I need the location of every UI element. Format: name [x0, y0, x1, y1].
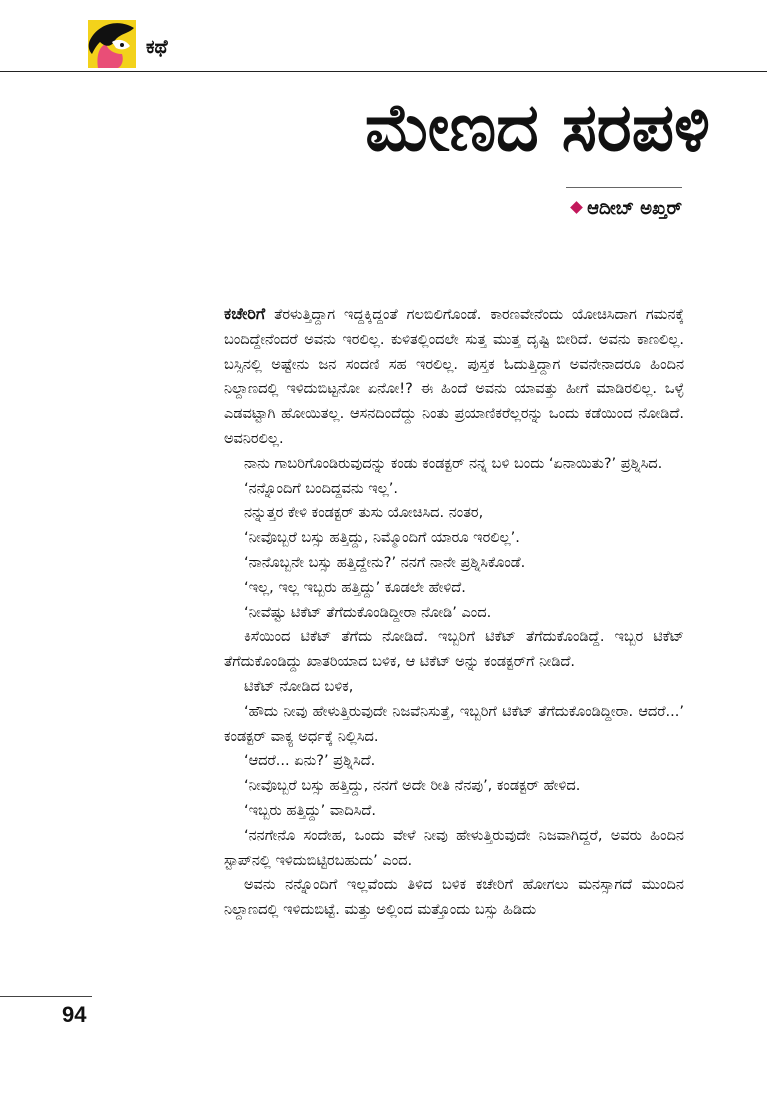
paragraph: ನಾನು ಗಾಬರಿಗೊಂಡಿರುವುದನ್ನು ಕಂಡು ಕಂಡಕ್ಟರ್ ನನ್ನ ಬಳಿ ಬಂದು ‘ಏನಾಯಿತು?’ ಪ್ರಶ್ನಿಸಿದ.	[244, 455, 663, 472]
lead-word: ಕಚೇರಿಗೆ	[224, 304, 266, 323]
paragraph: ‘ಇಲ್ಲ, ಇಲ್ಲ ಇಬ್ಬರು ಹತ್ತಿದ್ದು’ ಕೂಡಲೇ ಹೇಳಿದೆ.	[244, 579, 466, 596]
paragraph: ಅವನು ನನ್ನೊಂದಿಗೆ ಇಲ್ಲವೆಂದು ತಿಳಿದ ಬಳಿಕ ಕಚೇರಿಗೆ ಹೋಗಲು ಮನಸ್ಸಾಗದೆ ಮುಂದಿನ ನಿಲ್ದಾಣದಲ್ಲಿ ಇಳಿದುಬಿಟ್ಟೆ. ಮತ್ತು ಅಲ್ಲಿಂದ ಮತ್ತೊಂದು ಬಸ್ಸು ಹಿಡಿದು	[224, 877, 684, 919]
byline-divider	[566, 187, 682, 188]
diamond-bullet-icon	[570, 201, 583, 214]
section-logo	[88, 20, 136, 68]
paragraph: ನನ್ನುತ್ತರ ಕೇಳಿ ಕಂಡಕ್ಟರ್ ತುಸು ಯೋಚಿಸಿದ. ನಂತರ,	[244, 505, 484, 522]
paragraph: ‘ಇಬ್ಬರು ಹತ್ತಿದ್ದು’ ವಾದಿಸಿದೆ.	[244, 802, 376, 819]
woman-face-illustration-icon	[88, 20, 136, 68]
paragraph: ‘ಆದರೆ... ಏನು?’ ಪ್ರಶ್ನಿಸಿದೆ.	[244, 753, 376, 770]
paragraph: ‘ನೀವೊಬ್ಬರೆ ಬಸ್ಸು ಹತ್ತಿದ್ದು, ನಿಮ್ಮೊಂದಿಗೆ ಯಾರೂ ಇರಲಿಲ್ಲ’.	[244, 530, 520, 547]
section-label: ಕಥೆ	[146, 36, 168, 58]
page-number: 94	[62, 1002, 87, 1027]
paragraph: ಟಿಕೆಟ್ ನೋಡಿದ ಬಳಿಕ,	[244, 678, 354, 695]
paragraph: ‘ನನ್ನೊಂದಿಗೆ ಬಂದಿದ್ದವನು ಇಲ್ಲ’.	[244, 480, 398, 497]
header-divider	[0, 71, 767, 72]
paragraph: ಕಿಸೆಯಿಂದ ಟಿಕೆಟ್ ತೆಗೆದು ನೋಡಿದೆ. ಇಬ್ಬರಿಗೆ ಟಿಕೆಟ್ ತೆಗೆದುಕೊಂಡಿದ್ದೆ. ಇಬ್ಬರ ಟಿಕೆಟ್ ತೆಗೆದುಕೊಂಡಿದ್ದು ಖಾತರಿಯಾದ ಬಳಿಕ, ಆ ಟಿಕೆಟ್ ಅನ್ನು ಕಂಡಕ್ಟರ್‌ಗೆ ನೀಡಿದೆ.	[224, 629, 684, 671]
paragraph: ‘ನಾನೊಬ್ಬನೇ ಬಸ್ಸು ಹತ್ತಿದ್ದೇನು?’ ನನಗೆ ನಾನೇ ಪ್ರಶ್ನಿಸಿಕೊಂಡೆ.	[244, 554, 526, 571]
paragraph: ‘ನನಗೇನೊ ಸಂದೇಹ, ಒಂದು ವೇಳೆ ನೀವು ಹೇಳುತ್ತಿರುವುದೇ ನಿಜವಾಗಿದ್ದರೆ, ಅವರು ಹಿಂದಿನ ಸ್ಟಾಪ್‌ನಲ್ಲಿ ಇಳಿದುಬಿಟ್ಟಿರಬಹುದು’ ಎಂದ.	[224, 827, 684, 869]
author-byline	[550, 198, 682, 219]
article-body	[224, 302, 684, 923]
author-name: ಆದೀಬ್ ಅಖ್ತರ್	[587, 198, 682, 219]
paragraph: ಕಚೇರಿಗೆ ತೆರಳುತ್ತಿದ್ದಾಗ ಇದ್ದಕ್ಕಿದ್ದಂತೆ ಗಲಬಿಲಿಗೊಂಡೆ. ಕಾರಣವೇನೆಂದು ಯೋಚಿಸಿದಾಗ ಗಮನಕ್ಕೆ ಬಂದಿದ್ದೇನೆಂದರೆ ಅವನು ಇರಲಿಲ್ಲ. ಕುಳಿತಲ್ಲಿಂದಲೇ ಸುತ್ತ ಮುತ್ತ ದೃಷ್ಟಿ ಬೀರಿದೆ. ಅವನು ಕಾಣಲಿಲ್ಲ. ಬಸ್ಸಿನಲ್ಲಿ ಅಷ್ಟೇನು ಜನ ಸಂದಣಿ ಸಹ ಇರಲಿಲ್ಲ. ಪುಸ್ತಕ ಓದುತ್ತಿದ್ದಾಗ ಅವನೇನಾದರೂ ಹಿಂದಿನ ನಿಲ್ದಾಣದಲ್ಲಿ ಇಳಿದುಬಿಟ್ಟನೋ ಏನೋ!? ಈ ಹಿಂದೆ ಅವನು ಯಾವತ್ತು ಹೀಗೆ ಮಾಡಿರಲಿಲ್ಲ. ಒಳ್ಳೆ ಎಡವಟ್ಟಾಗಿ ಹೋಯಿತಲ್ಲ. ಆಸನದಿಂದೆದ್ದು ನಿಂತು ಪ್ರಯಾಣಿಕರೆಲ್ಲರನ್ನು ಒಂದು ಕಡೆಯಿಂದ ನೋಡಿದೆ. ಅವನಿರಲಿಲ್ಲ.	[224, 304, 684, 447]
paragraph: ‘ಹೌದು ನೀವು ಹೇಳುತ್ತಿರುವುದೇ ನಿಜವೆನಿಸುತ್ತೆ, ಇಬ್ಬರಿಗೆ ಟಿಕೆಟ್ ತೆಗೆದುಕೊಂಡಿದ್ದೀರಾ. ಆದರೆ...’ ಕಂಡಕ್ಟರ್ ವಾಕ್ಯ ಅರ್ಧಕ್ಕೆ ನಿಲ್ಲಿಸಿದ.	[224, 703, 684, 745]
paragraph: ‘ನೀವೊಬ್ಬರೆ ಬಸ್ಸು ಹತ್ತಿದ್ದು, ನನಗೆ ಅದೇ ರೀತಿ ನೆನಪು’, ಕಂಡಕ್ಟರ್ ಹೇಳಿದ.	[244, 778, 581, 795]
footer-divider	[0, 996, 92, 997]
paragraph: ‘ನೀವೆಷ್ಟು ಟಿಕೆಟ್ ತೆಗೆದುಕೊಂಡಿದ್ದೀರಾ ನೋಡಿ’ ಎಂದ.	[244, 604, 492, 621]
article-title: ಮೇಣದ ಸರಪಳಿ	[364, 89, 710, 166]
